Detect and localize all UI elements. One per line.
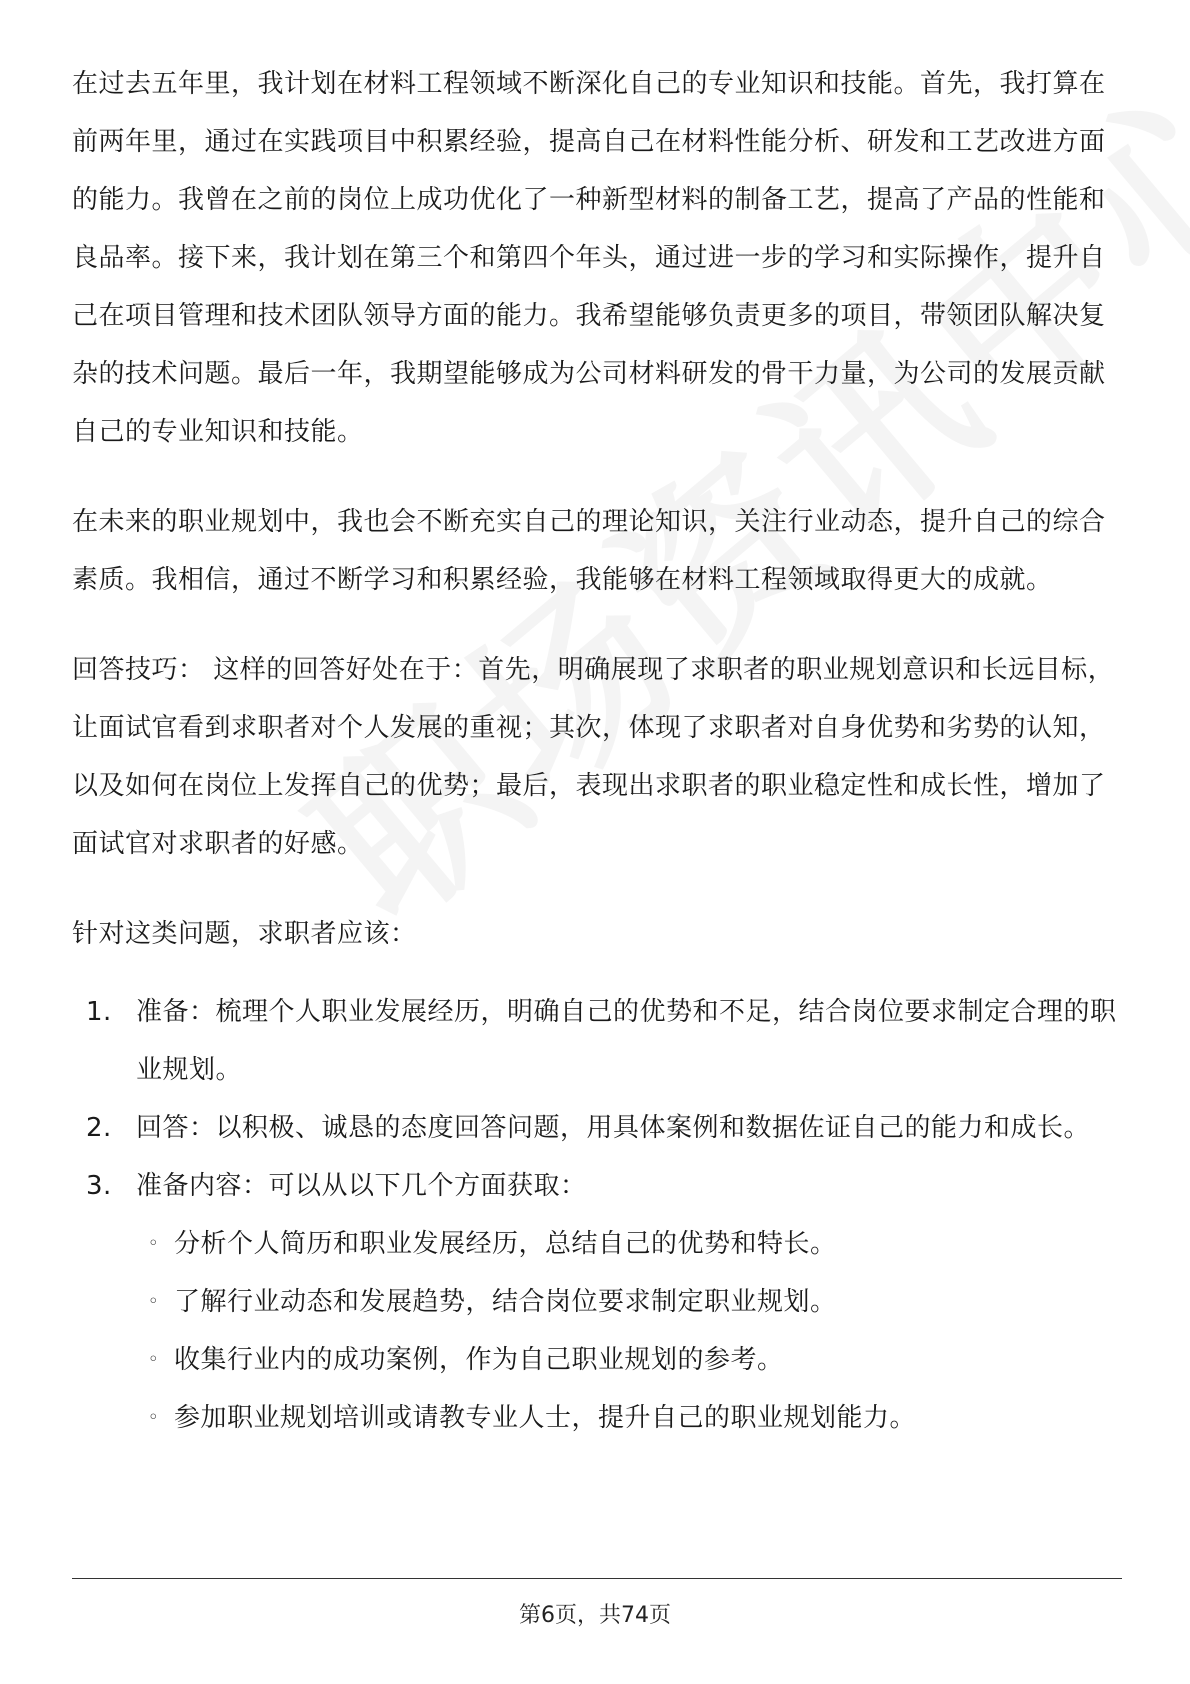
sublist-item xyxy=(148,1215,1122,1273)
sublist-text: 分析个人简历和职业发展经历，总结自己的优势和特长。 xyxy=(174,1229,837,1259)
paragraph-future-plan: 在未来的职业规划中，我也会不断充实自己的理论知识，关注行业动态，提升自己的综合素质。我相信，通过不断学习和积累经验，我能够在材料工程领域取得更大的成就。 xyxy=(72,507,1106,595)
bullet-icon: ◦ xyxy=(148,1291,160,1312)
sublist-item xyxy=(148,1273,1122,1331)
sublist-text: 收集行业内的成功案例，作为自己职业规划的参考。 xyxy=(174,1345,784,1375)
document-content xyxy=(72,55,1122,1447)
footer-divider xyxy=(72,1578,1122,1579)
sublist-text: 了解行业动态和发展趋势，结合岗位要求制定职业规划。 xyxy=(174,1287,837,1317)
list-text: 准备内容：可以从以下几个方面获取： xyxy=(136,1171,587,1201)
list-number: 2. xyxy=(86,1113,112,1143)
bullet-icon: ◦ xyxy=(148,1233,160,1254)
list-number: 1. xyxy=(86,997,112,1027)
sublist-item xyxy=(148,1389,1122,1447)
list-number: 3. xyxy=(86,1171,112,1201)
list-item xyxy=(72,983,1122,1099)
list-item xyxy=(72,1099,1122,1157)
paragraph-career-plan: 在过去五年里，我计划在材料工程领域不断深化自己的专业知识和技能。首先，我打算在前两年里，通过在实践项目中积累经验，提高自己在材料性能分析、研发和工艺改进方面的能力。我曾在之前的岗位上成功优化了一种新型材料的制备工艺，提高了产品的性能和良品率。接下来，我计划在第三个和第四个年头，通过进一步的学习和实际操作，提升自己在项目管理和技术团队领导方面的能力。我希望能够负责更多的项目，带领团队解决复杂的技术问题。最后一年，我期望能够成为公司材料研发的骨干力量，为公司的发展贡献自己的专业知识和技能。 xyxy=(72,69,1106,447)
sublist-text: 参加职业规划培训或请教专业人士，提升自己的职业规划能力。 xyxy=(174,1403,917,1433)
numbered-list xyxy=(72,983,1122,1215)
bullet-icon: ◦ xyxy=(148,1349,160,1370)
bullet-sublist xyxy=(72,1215,1122,1447)
list-item xyxy=(72,1157,1122,1215)
list-text: 回答：以积极、诚恳的态度回答问题，用具体案例和数据佐证自己的能力和成长。 xyxy=(136,1113,1091,1143)
list-text: 准备：梳理个人职业发展经历，明确自己的优势和不足，结合岗位要求制定合理的职业规划。 xyxy=(136,997,1117,1085)
paragraph-list-intro: 针对这类问题，求职者应该： xyxy=(72,919,417,949)
sublist-item xyxy=(148,1331,1122,1389)
bullet-icon: ◦ xyxy=(148,1407,160,1428)
paragraph-answer-tips: 回答技巧： 这样的回答好处在于：首先，明确展现了求职者的职业规划意识和长远目标，让面试官看到求职者对个人发展的重视；其次，体现了求职者对自身优势和劣势的认知，以及如何在岗位上发挥自己的优势；最后，表现出求职者的职业稳定性和成长性，增加了面试官对求职者的好感。 xyxy=(72,655,1115,859)
page-number: 第6页，共74页 xyxy=(519,1603,671,1628)
